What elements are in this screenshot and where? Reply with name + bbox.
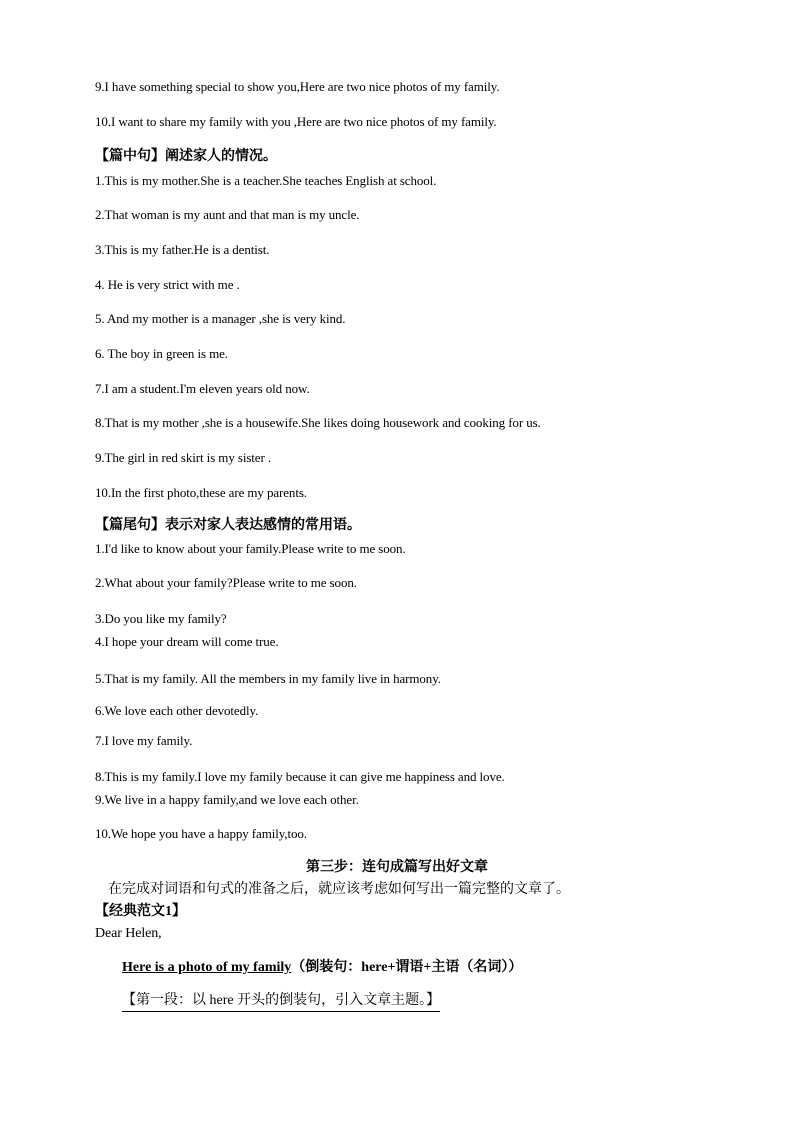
middle-section-heading: 【篇中句】阐述家人的情况。 xyxy=(95,149,277,164)
step3-title: 第三步：连句成篇写出好文章 xyxy=(306,860,488,875)
paragraph-note: 【第一段：以 here 开头的倒装句，引入文章主题。】 xyxy=(122,992,440,1012)
middle-item-1: 1.This is my mother.She is a teacher.She teaches English at school. xyxy=(95,173,437,188)
ending-item-4: 4.I hope your dream will come true. xyxy=(95,634,279,649)
salutation: Dear Helen, xyxy=(95,926,162,941)
middle-item-2: 2.That woman is my aunt and that man is my uncle. xyxy=(95,207,360,222)
middle-item-10: 10.In the first photo,these are my parents. xyxy=(95,485,307,500)
step3-intro: 在完成对词语和句式的准备之后，就应该考虑如何写出一篇完整的文章了。 xyxy=(108,882,570,897)
ending-item-5: 5.That is my family. All the members in my family live in harmony. xyxy=(95,671,441,686)
middle-item-6: 6. The boy in green is me. xyxy=(95,346,228,361)
paragraph-note-line xyxy=(122,992,440,1012)
opening-item-10: 10.I want to share my family with you ,Here are two nice photos of my family. xyxy=(95,114,497,129)
ending-item-10: 10.We hope you have a happy family,too. xyxy=(95,826,307,841)
example-sentence-note: （倒装句：here+谓语+主语（名词）） xyxy=(291,960,523,975)
ending-item-7: 7.I love my family. xyxy=(95,733,193,748)
ending-item-9: 9.We live in a happy family,and we love each other. xyxy=(95,792,359,807)
ending-item-6: 6.We love each other devotedly. xyxy=(95,703,259,718)
example-heading: 【经典范文1】 xyxy=(95,904,186,919)
ending-item-3: 3.Do you like my family? xyxy=(95,611,227,626)
middle-item-3: 3.This is my father.He is a dentist. xyxy=(95,242,270,257)
middle-item-7: 7.I am a student.I'm eleven years old now. xyxy=(95,381,310,396)
ending-item-2: 2.What about your family?Please write to me soon. xyxy=(95,575,357,590)
ending-item-1: 1.I'd like to know about your family.Please write to me soon. xyxy=(95,541,406,556)
ending-section-heading: 【篇尾句】表示对家人表达感情的常用语。 xyxy=(95,518,361,533)
opening-item-9: 9.I have something special to show you,Here are two nice photos of my family. xyxy=(95,79,500,94)
middle-item-8: 8.That is my mother ,she is a housewife.She likes doing housework and cooking for us. xyxy=(95,415,541,430)
middle-item-5: 5. And my mother is a manager ,she is very kind. xyxy=(95,311,346,326)
example-sentence: Here is a photo of my family xyxy=(122,960,292,975)
example-sentence-line xyxy=(122,959,522,977)
middle-item-9: 9.The girl in red skirt is my sister . xyxy=(95,450,272,465)
ending-item-8: 8.This is my family.I love my family because it can give me happiness and love. xyxy=(95,769,505,784)
middle-item-4: 4. He is very strict with me . xyxy=(95,277,240,292)
